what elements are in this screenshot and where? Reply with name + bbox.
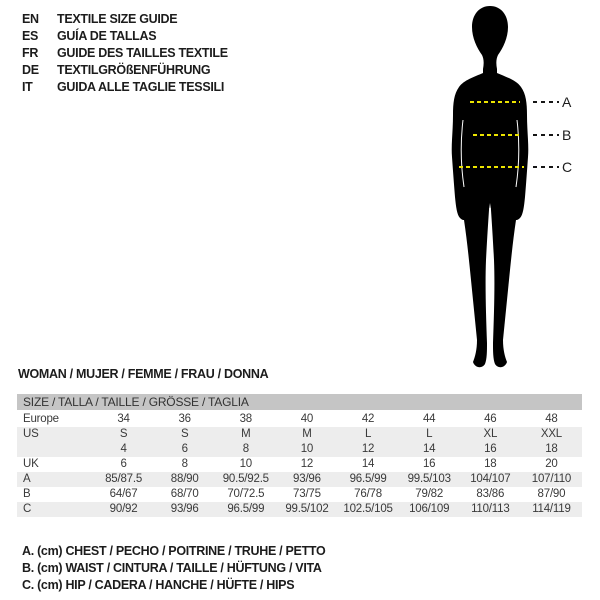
table-row — [17, 472, 582, 487]
size-cell: 18 — [484, 458, 497, 470]
size-cell: 64/67 — [109, 488, 138, 500]
size-cell: S — [119, 428, 128, 440]
table-row — [17, 457, 582, 472]
row-label: UK — [23, 458, 39, 470]
size-cell: 96.5/99 — [349, 473, 387, 485]
waist-dash-leader — [533, 134, 559, 136]
size-cell: 16 — [422, 458, 436, 470]
size-cell: 93/96 — [293, 473, 321, 485]
measurement-label-B: B — [562, 127, 572, 143]
size-cell: 90.5/92.5 — [222, 473, 269, 485]
language-code: IT — [22, 80, 33, 94]
language-row — [22, 79, 228, 96]
size-cell: 93/96 — [170, 503, 199, 515]
size-cell: 114/119 — [532, 503, 571, 515]
size-cell: 73/75 — [293, 488, 321, 500]
size-cell: 107/110 — [531, 473, 572, 485]
size-table-header: SIZE / TALLA / TAILLE / GRÖSSE / TAGLIA — [17, 394, 582, 410]
legend-item: A. (cm) CHEST / PECHO / POITRINE / TRUHE / PETTO — [22, 544, 326, 558]
guide-title: GUIDA ALLE TAGLIE TESSILI — [57, 80, 225, 94]
size-cell: 8 — [242, 443, 249, 455]
table-row — [17, 412, 582, 427]
language-title-list — [22, 11, 228, 96]
guide-title: TEXTILE SIZE GUIDE — [57, 12, 178, 26]
hip-dash-yellow — [459, 166, 524, 168]
size-cell: 12 — [300, 458, 314, 470]
row-label: B — [23, 488, 31, 500]
size-cell: 46 — [484, 413, 497, 425]
size-cell: 110/113 — [471, 503, 510, 515]
size-cell: 34 — [117, 413, 130, 425]
legend-item: C. (cm) HIP / CADERA / HANCHE / HÜFTE / HIPS — [22, 578, 295, 592]
size-cell: XL — [483, 428, 498, 440]
size-table — [17, 394, 582, 517]
woman-silhouette-svg — [430, 5, 573, 371]
guide-title: GUIDE DES TAILLES TEXTILE — [57, 46, 228, 60]
size-cell: M — [302, 428, 312, 440]
row-label: C — [23, 503, 32, 515]
size-cell: M — [241, 428, 251, 440]
size-cell: 99.5/103 — [407, 473, 451, 485]
size-cell: 102.5/105 — [343, 503, 393, 515]
row-label: US — [23, 428, 39, 440]
size-cell: 4 — [120, 443, 127, 455]
size-cell: 48 — [545, 413, 558, 425]
size-cell: 87/90 — [537, 488, 566, 500]
size-cell: 70/72.5 — [227, 488, 265, 500]
guide-title: GUÍA DE TALLAS — [57, 29, 157, 43]
row-label: A — [23, 473, 31, 485]
size-cell: 10 — [239, 458, 253, 470]
size-cell: 16 — [484, 443, 497, 455]
size-cell: 6 — [181, 443, 188, 455]
size-cell: S — [180, 428, 189, 440]
table-row — [17, 427, 582, 442]
size-cell: 85/87.5 — [105, 473, 143, 485]
language-code: EN — [22, 12, 39, 26]
size-cell: 83/86 — [476, 488, 505, 500]
chest-dash-leader — [533, 101, 559, 103]
chest-dash-yellow — [470, 101, 520, 103]
language-row — [22, 11, 228, 28]
size-cell: 8 — [181, 458, 188, 470]
size-cell: 14 — [361, 458, 375, 470]
woman-silhouette — [430, 5, 573, 371]
measurement-legend — [22, 543, 325, 594]
size-cell: 38 — [239, 413, 253, 425]
table-row — [17, 487, 582, 502]
size-cell: 90/92 — [109, 503, 138, 515]
measurement-label-C: C — [562, 159, 573, 175]
size-cell: 96.5/99 — [227, 503, 265, 515]
size-cell: 76/78 — [354, 488, 382, 500]
legend-item: B. (cm) WAIST / CINTURA / TAILLE / HÜFTUNG / VITA — [22, 561, 322, 575]
size-cell: 12 — [361, 443, 375, 455]
size-cell: XXL — [540, 428, 562, 440]
size-cell: 14 — [422, 443, 436, 455]
measurement-label-A: A — [562, 94, 572, 110]
table-title: WOMAN / MUJER / FEMME / FRAU / DONNA — [18, 367, 269, 381]
row-label: Europe — [23, 413, 59, 425]
size-cell: 40 — [300, 413, 314, 425]
language-row — [22, 28, 228, 45]
hip-dash-leader — [533, 166, 559, 168]
language-row — [22, 45, 228, 62]
guide-title: TEXTILGRÖßENFÜHRUNG — [57, 63, 211, 77]
size-cell: 10 — [300, 443, 314, 455]
size-cell: 68/70 — [170, 488, 199, 500]
size-cell: 99.5/102 — [285, 503, 329, 515]
row-label — [17, 442, 93, 457]
language-code: FR — [22, 46, 39, 60]
size-cell: 104/107 — [470, 473, 511, 485]
table-row — [17, 502, 582, 517]
size-cell: 88/90 — [170, 473, 199, 485]
size-cell: 20 — [545, 458, 558, 470]
size-cell: 18 — [545, 443, 558, 455]
language-code: DE — [22, 63, 39, 77]
size-cell: L — [426, 428, 433, 440]
size-cell: 6 — [120, 458, 127, 470]
size-cell: 106/109 — [409, 503, 450, 515]
table-row — [17, 442, 582, 457]
size-cell: 36 — [178, 413, 191, 425]
size-cell: 42 — [361, 413, 375, 425]
size-grid — [17, 412, 582, 517]
language-code: ES — [22, 29, 39, 43]
size-cell: L — [364, 428, 372, 440]
waist-dash-yellow — [473, 134, 520, 136]
size-cell: 79/82 — [415, 488, 444, 500]
language-row — [22, 62, 228, 79]
size-cell: 44 — [422, 413, 436, 425]
